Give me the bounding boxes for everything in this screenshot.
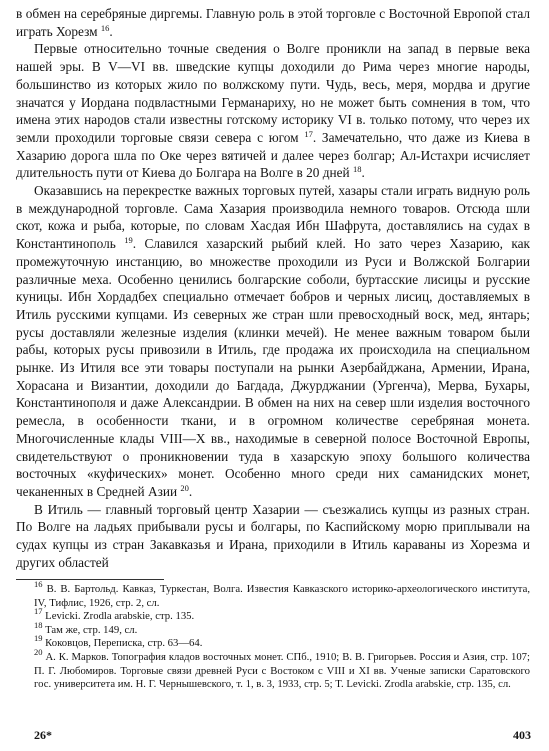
page-number: 403 xyxy=(513,728,531,742)
footnote-ref-18: 18 xyxy=(352,164,362,175)
footnote-text: В. В. Бартольд. Кавказ, Туркестан, Волга. Известия Кавказского историко-археологического института, IV, Тифлис, 1926, стр. 2, сл. xyxy=(34,583,531,609)
paragraph-2 xyxy=(16,40,530,182)
paragraph-text: Оказавшись на перекрестке важных торговых путей, хазары стали играть видную роль в международной торговле. Сама Хазария производила немного товаров. Отсюда шли скот, кожа и рыба, которые, по словам Хасдая Ибн Шафрута, доставлялись на судах в Константинополь xyxy=(16,183,530,252)
footnote-20 xyxy=(16,646,530,692)
footnote-text: Коковцов, Переписка, стр. 63—64. xyxy=(45,637,203,650)
paragraph-text: Первые относительно точные сведения о Волге проникли на запад в первые века нашей эры. В V—VI вв. шведские купцы доходили до Рима через многие народы, большинство из которых жило по волжскому пути. Чудь, весь, меря, мордва и другие значатся у Иордана подвластными Германариху, но не может быть сомнения в том, что имена этих народов стали известны готскому историку VI в. только потому, что через их земли проходили торговые связи севера с югом xyxy=(16,41,530,145)
footnote-ref-19: 19 xyxy=(124,235,133,246)
footnote-ref-16: 16 xyxy=(100,22,110,33)
footnote-number: 16 xyxy=(34,579,43,589)
punctuation: . xyxy=(109,23,113,39)
footnote-16 xyxy=(16,579,531,610)
footnote-text: Там же, стр. 149, сл. xyxy=(45,623,138,636)
footnote-number: 19 xyxy=(34,633,43,644)
paragraph-4 xyxy=(16,501,530,572)
footnote-18 xyxy=(16,619,530,638)
footnotes xyxy=(16,579,531,692)
footnote-number: 18 xyxy=(34,619,43,630)
footnote-ref-17: 17 xyxy=(304,128,313,139)
footnote-text: Levicki. Zrodla arabskie, стр. 135. xyxy=(45,610,195,623)
paragraph-text: . Славился хазарский рыбий клей. Но зато через Хазарию, как промежуточную инстанцию, во множестве проходили из Руси и Волжской Болгарии различные меха. Особенно ценились болгарские соболи, буртасские лисицы и русские куницы. Ибн Хордадбех специально отмечает бобров и черных лисиц, доставляемых в Итиль русскими купцами. Из северных же стран шли превосходный воск, мед, янтарь; русы доставляли железные изделия (клинки мечей). Не менее важным товаром были рабы, которых русы привозили в Итиль, где продажа их происходила на специальном рынке. Из Итиля все эти товары поступали на рынки Азербайджана, Армении, Ирана, Хорасана и Византии, доходили до Багдада, Джурджании (Ургенча), Мерва, Бухары, Константинополя и даже Александрии. В обмен на них на север шли изделия восточного ремесла, в особенности ткани, и в огромном количестве серебряная монета. Многочисленные клады VIII—X вв., находимые в северной полосе Восточной Европы, свидетельствуют о проникновении туда в хазарскую эпоху большого количества восточных «куфических» монет. Особенно много среди них саманидских монет, чеканенных в Средней Азии xyxy=(16,236,530,499)
footnote-text: А. К. Марков. Топография кладов восточных монет. СПб., 1910; В. В. Григорьев. Россия и Азия, стр. 107; П. Г. Любомиров. Торговые связи древней Руси с Востоком с VIII и XI вв. Ученые записки Саратовского гос. университета им. Н. Г. Чернышевского, т. 1, в. 3, 1933, стр. 5; T. Levicki. Zrodla arabskie, стр. 135, сл. xyxy=(34,650,530,691)
footnote-19 xyxy=(16,633,530,651)
main-text xyxy=(16,5,530,572)
footnote-number: 20 xyxy=(34,646,43,657)
signature-mark: 26* xyxy=(34,728,52,742)
punctuation: . xyxy=(361,165,365,181)
paragraph-1 xyxy=(16,5,530,40)
paragraph-text: . Замечательно, что даже из Киева в Хазарию дорога шла по Оке через вятичей и далее через болгар; Ал-Истахри исчисляет длительность пути от Киева до Болгара на Волге в 20 дней xyxy=(16,129,531,181)
paragraph-text: в обмен на серебряные диргемы. Главную роль в этой торговле с Восточной Европой стал играть Хорезм xyxy=(16,6,530,39)
footnote-ref-20: 20 xyxy=(180,482,189,493)
punctuation: . xyxy=(188,483,193,499)
paragraph-text: В Итиль — главный торговый центр Хазарии — съезжались купцы из разных стран. По Волге на ладьях прибывали русы и болгары, по Каспийскому морю приплывали на судах купцы из стран Закавказья и Ирана, приходили в Итиль караваны из Хорезма и других областей xyxy=(16,501,530,570)
footnote-number: 17 xyxy=(34,606,43,617)
paragraph-3 xyxy=(16,182,530,501)
footnote-17 xyxy=(16,606,530,624)
